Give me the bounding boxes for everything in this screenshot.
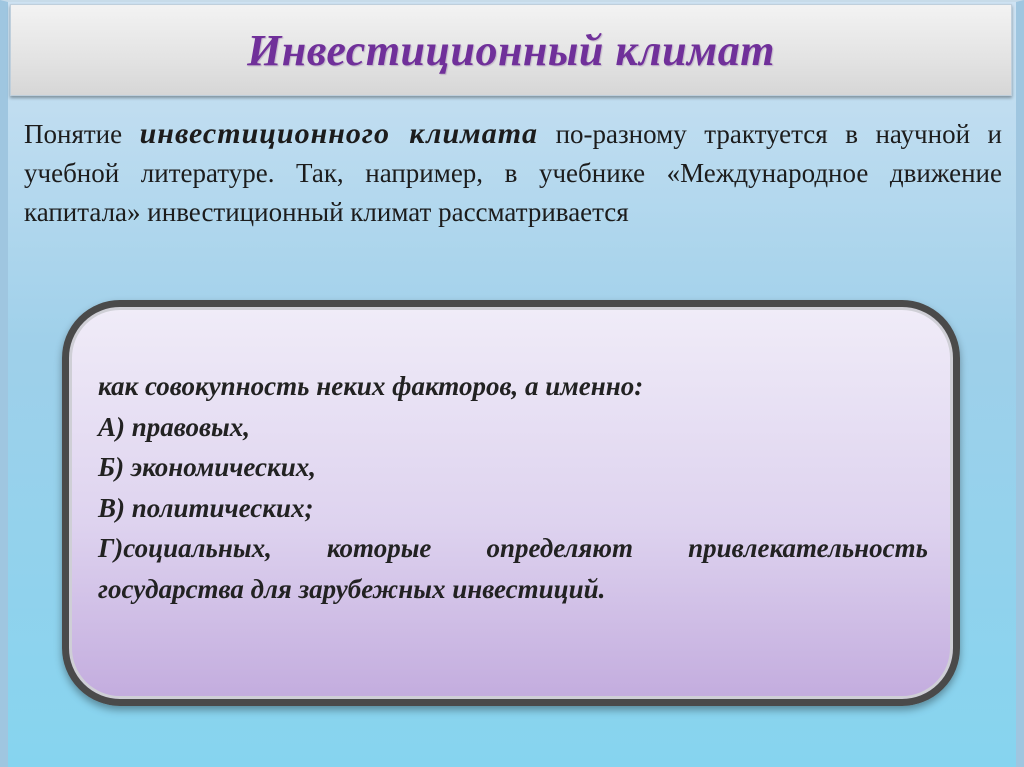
factor-item: Б) экономических, bbox=[98, 452, 316, 482]
intro-paragraph bbox=[24, 114, 1002, 232]
definition-text bbox=[98, 366, 928, 609]
title-bar bbox=[10, 4, 1012, 96]
factor-item: А) правовых, bbox=[98, 411, 251, 442]
factor-item-last: Г)социальных, которые определяют привлекательность государства для зарубежных инвестиций. bbox=[98, 533, 928, 604]
factor-item: В) политических; bbox=[98, 492, 314, 523]
slide-title: Инвестиционный климат bbox=[247, 25, 775, 75]
panel-lead: как совокупность неких факторов, а именно: bbox=[98, 371, 644, 401]
intro-emphasis: инвестиционного климата bbox=[139, 117, 539, 150]
intro-text-after: по-разному трактуется в научной и учебной литературе. Так, например, в учебнике «Международное движение капитала» инвестиционный климат рассматривается bbox=[24, 119, 1002, 227]
intro-text-before: Понятие bbox=[24, 119, 140, 149]
